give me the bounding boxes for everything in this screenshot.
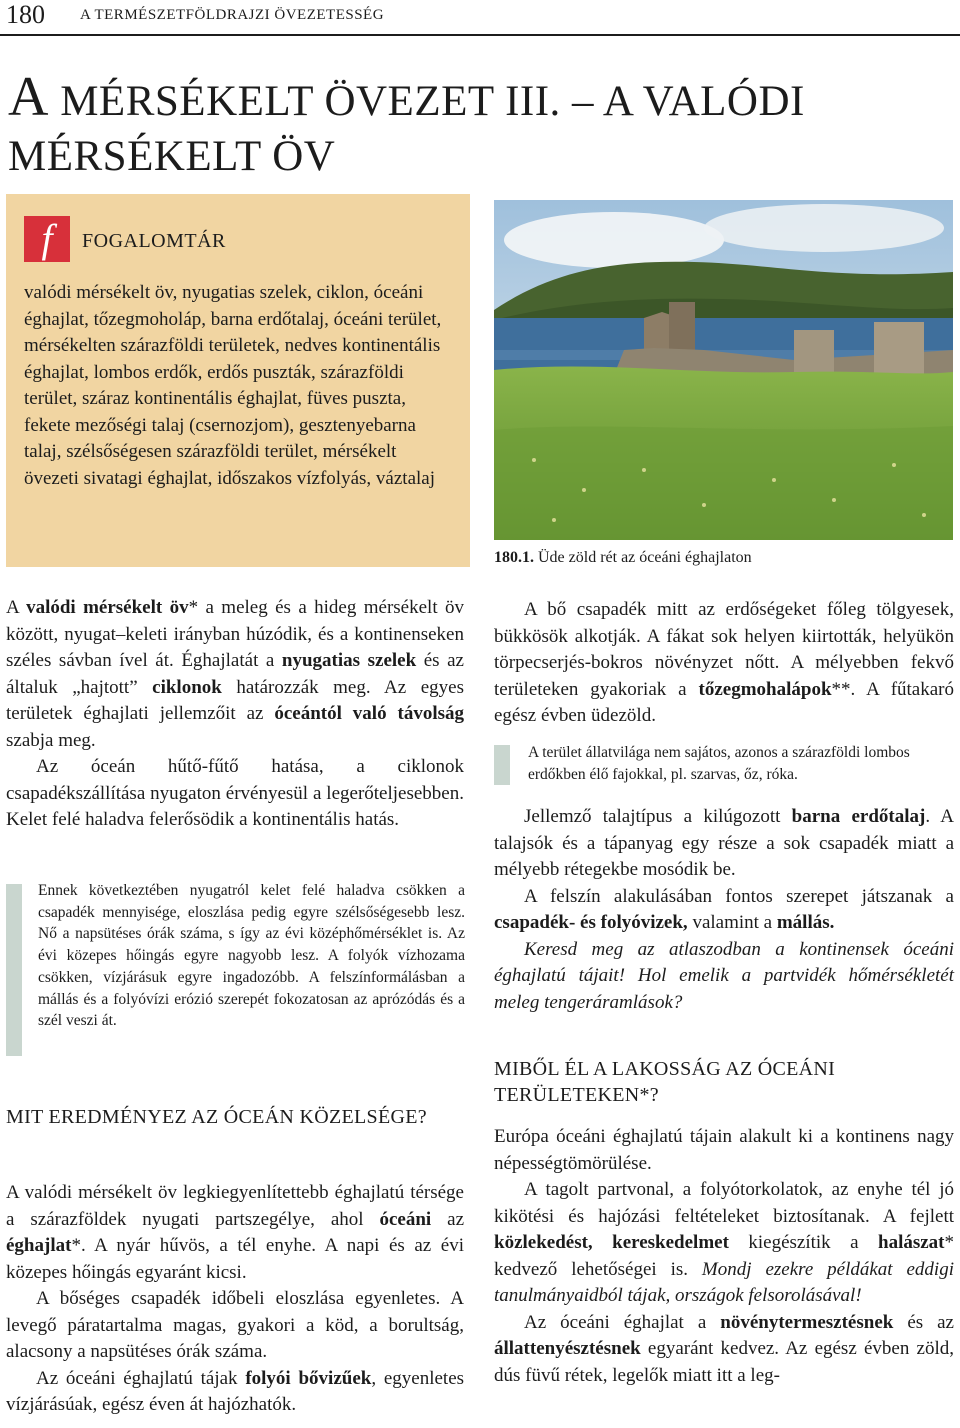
glossary-text: valódi mérsékelt öv, nyugatias szelek, ciklon, óceáni éghajlat, tőzegmoholáp, barna erdőtalaj, óceáni terület, mérsékelten szárazföldi területek, nedves kontinentális éghajlat, lombos erdők, erdős puszták, szárazföldi terület, száraz kontinentális éghajlat, füves puszta, fekete mezőségi talaj (csernozjom), gesztenyebarna talaj, szélsőségesen szárazföldi terület, mérsékelt övezeti sivatagi éghajlat, időszakos vízfolyás, váztalaj [24, 282, 442, 489]
question-text: Mondj ezekre példákat eddigi tanulmányaidból tájak, országok felsorolásával! [494, 1258, 954, 1306]
note-bar [494, 745, 510, 785]
text-run: határozzák meg. Az egyes területek éghajlati jellemzőit az [6, 676, 464, 724]
right-column-middle [494, 804, 954, 1016]
term: éghajlat [6, 1235, 72, 1256]
paragraph: Európa óceáni éghajlatú tájain alakult ki a kontinens nagy népességtömörülése. [494, 1126, 954, 1174]
text-run: A bő csapadék mitt az erdőségeket főleg tölgyesek, bükkösök alkotják. A fákat sok helyen kiirtották, helyükön törpecserjés-bokros növényzet nőtt. A mélyebben fekvő területeken gyakoriak a [494, 599, 954, 700]
right-column-top [494, 597, 954, 730]
term: tőzegmohalápok [698, 678, 832, 700]
figure-caption [494, 549, 954, 567]
note-text: Ennek következtében nyugatról kelet felé haladva csökken a csapadék mennyisége, eloszlása pedig egyre szélsőségesebb lesz. Nő a napsütéses órák száma, s így az évi középhőmérséklet is. Az évi közepes hőingás egyre nagyobb lesz. A folyók vízhozama csökken, vízjárásuk egyre ingadozóbb. A felszínformálásban a mállás és a folyóvízi erózió szerepét fokozatosan az aprózódás és a szél veszi át. [38, 882, 465, 1030]
term: óceántól való távolság [274, 703, 464, 724]
term: barna erdőtalaj [791, 806, 926, 827]
paragraph [494, 1310, 954, 1390]
term: csapadék- és folyóvizek, [494, 912, 688, 933]
text-run: Az óceáni éghajlat a [524, 1311, 721, 1333]
text-run: **. A fűtakaró egész évben üdezöld. [494, 678, 954, 726]
figure-number: 180.1. [494, 549, 534, 566]
text-run: * kedvező lehetőségei is. [494, 1232, 954, 1280]
paragraph [494, 1177, 954, 1310]
term: közlekedést, kereskedelmet [494, 1232, 729, 1253]
term: valódi mérsékelt öv [26, 597, 189, 618]
term: állattenyésztésnek [494, 1338, 641, 1359]
header-rule [0, 34, 960, 36]
term: nyugatias szelek [281, 650, 417, 671]
paragraph [6, 1180, 464, 1286]
term: folyói bővizűek [245, 1367, 372, 1389]
text-run: és az általuk „hajtott” [6, 650, 464, 698]
section-title: MIT EREDMÉNYEZ AZ ÓCEÁN KÖZELSÉGE? [6, 1106, 427, 1128]
left-column-section [6, 1180, 464, 1419]
text-run: * a meleg és a hideg mérsékelt öv között, nyugat–keleti irányban húzódik, és a kontinenseken széles sávban ível át. Éghajlatát a [6, 597, 464, 671]
paragraph [6, 595, 464, 754]
text-run: Jellemző talajtípus a kilúgozott [524, 806, 792, 827]
note-bar [6, 884, 22, 1056]
text-run: A valódi mérsékelt öv legkiegyenlítettebb éghajlatú térsége a szárazföldek nyugati partszegélye, ahol [6, 1182, 464, 1230]
text-run: A felszín alakulásában fontos szerepet játszanak a [524, 885, 954, 907]
text-run: szabja meg. [6, 729, 96, 751]
term: növénytermesztésnek [720, 1311, 894, 1333]
question [494, 937, 954, 1017]
paragraph [494, 597, 954, 730]
paragraph: Az óceán hűtő-fűtő hatása, a ciklonok csapadékszállítása nyugaton érvényesül a legerőteljesebben. Kelet felé haladva felerősödik a kontinentális hatás. [6, 756, 464, 830]
question-text: Keresd meg az atlaszodban a kontinensek óceáni éghajlatú tájait! Hol emelik a partvidék hőmérsékletét meleg tengeráramlások? [494, 938, 954, 1013]
note-text: A terület állatvilága nem sajátos, azonos a szárazföldi lombos erdőkben élő fajokkal, pl. szarvas, őz, róka. [528, 744, 910, 783]
right-column-bottom [494, 1124, 954, 1389]
text-run: kiegészítik a [728, 1232, 878, 1253]
text-run: A tagolt partvonal, a folyótorkolatok, az enyhe tél jó kikötési és hajózási feltételeket biztosítanak. A fejlett [494, 1179, 954, 1227]
chapter-initial: A [8, 66, 49, 128]
figure-caption-text: Üde zöld rét az óceáni éghajlaton [534, 549, 752, 566]
term: mállás. [776, 912, 835, 933]
text-run: , egyenletes vízjárásúak, egész éven át hajózhatók. [6, 1367, 465, 1415]
paragraph [494, 804, 954, 884]
section-title: MIBŐL ÉL A LAKOSSÁG AZ ÓCEÁNI TERÜLETEKEN*? [494, 1058, 836, 1106]
chapter-title [8, 66, 928, 184]
text-run: A [6, 597, 27, 618]
paragraph [494, 884, 954, 937]
page-number: 180 [6, 0, 45, 29]
left-column-intro [6, 595, 464, 834]
text-run: valamint a [687, 912, 777, 933]
paragraph [6, 1366, 464, 1419]
glossary-f-icon: f [24, 216, 70, 262]
term: ciklonok [152, 676, 222, 698]
text-run: . A talajsók és a tápanyag egy része a sok csapadék miatt a mélyebb rétegekbe mosódik be. [494, 806, 954, 880]
paragraph: A bőséges csapadék időbeli eloszlása egyenletes. A levegő páratartalma magas, gyakori a köd, a borultság, alacsony a napsütéses órák száma. [6, 1288, 464, 1362]
running-title: A TERMÉSZETFÖLDRAJZI ÖVEZETESSÉG [80, 7, 385, 23]
text-run: és az [893, 1311, 954, 1333]
glossary-title: FOGALOMTÁR [82, 230, 226, 252]
chapter-title-text: MÉRSÉKELT ÖVEZET III. – A VALÓDI MÉRSÉKELT ÖV [8, 78, 805, 180]
text-run: egyaránt kedvez. Az egész évben zöld, dús füvű rétek, legelők miatt itt a leg- [494, 1338, 954, 1386]
text-run: Az óceáni éghajlatú tájak [36, 1367, 246, 1389]
text-run: *. A nyár hűvös, a tél enyhe. A napi és az évi közepes hőingás egyaránt kicsi. [6, 1235, 464, 1283]
text-run: az [431, 1208, 464, 1230]
term: óceáni [379, 1208, 432, 1230]
figure-photo-castle-meadow [494, 200, 953, 540]
term: halászat [878, 1232, 945, 1253]
